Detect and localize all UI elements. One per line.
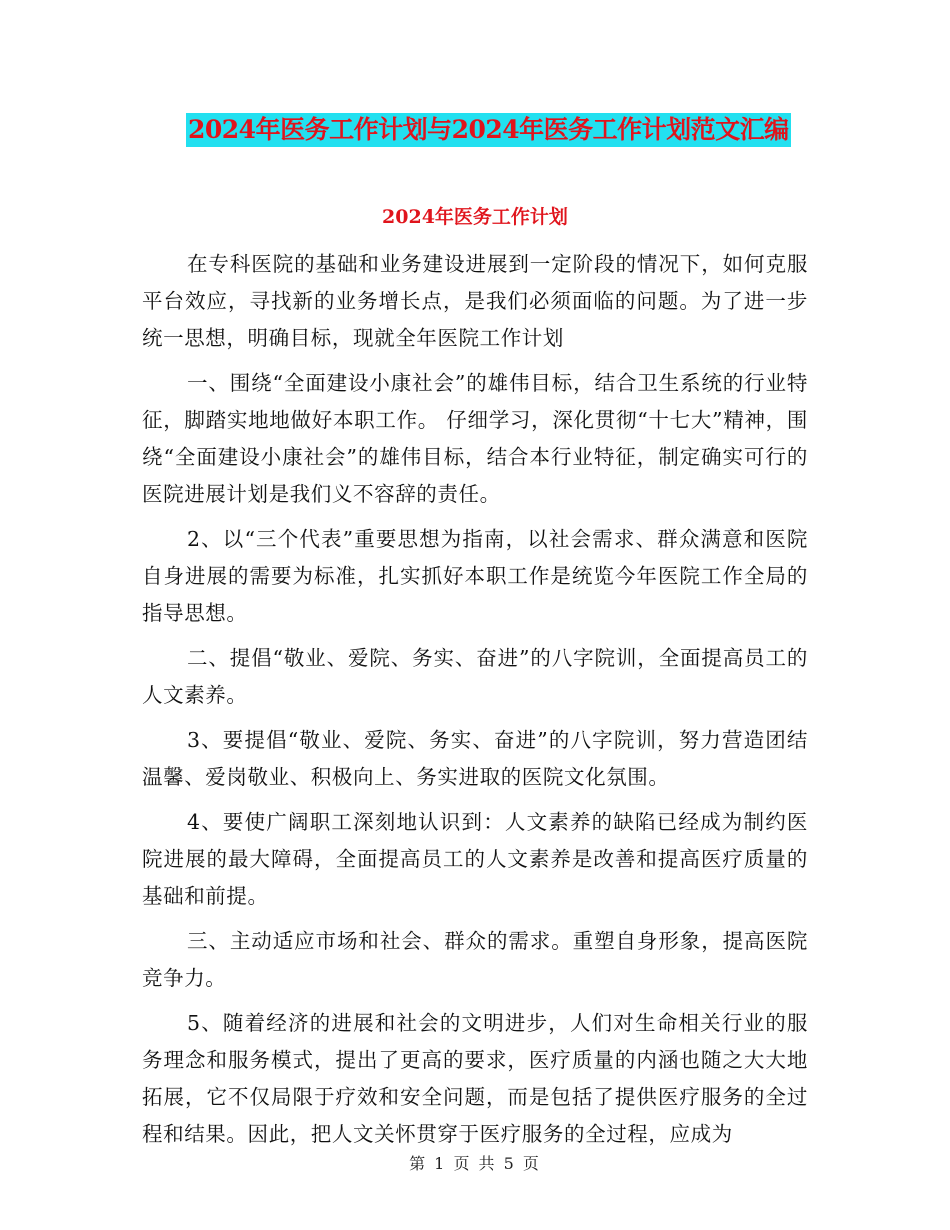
document-body	[142, 246, 808, 1161]
paragraph-5: 4、要使广阔职工深刻地认识到：人文素养的缺陷已经成为制约医院进展的最大障碍，全面提高员工的人文素养是改善和提高医疗质量的基础和前提。	[142, 810, 808, 908]
page-footer: 第 1 页 共 5 页	[409, 1154, 541, 1173]
paragraph-7: 5、随着经济的进展和社会的文明进步，人们对生命相关行业的服务理念和服务模式，提出了更高的要求，医疗质量的内涵也随之大大地拓展，它不仅局限于疗效和安全问题，而是包括了提供医疗服务的全过程和结果。因此，把人文关怀贯穿于医疗服务的全过程，应成为	[142, 1011, 808, 1146]
document-title: 2024年医务工作计划与2024年医务工作计划范文汇编	[186, 113, 791, 147]
paragraph-4: 3、要提倡“敬业、爱院、务实、奋进”的八字院训，努力营造团结温馨、爱岗敬业、积极向上、务实进取的医院文化氛围。	[142, 728, 808, 789]
paragraph-1: 一、围绕“全面建设小康社会”的雄伟目标，结合卫生系统的行业特征，脚踏实地地做好本职工作。 仔细学习，深化贯彻“十七大”精神，围绕“全面建设小康社会”的雄伟目标，结合本行业特征，制定确实可行的医院进展计划是我们义不容辞的责任。	[142, 371, 808, 506]
section-title: 2024年医务工作计划	[382, 206, 568, 228]
paragraph-intro: 在专科医院的基础和业务建设进展到一定阶段的情况下，如何克服平台效应，寻找新的业务增长点，是我们必须面临的问题。为了进一步统一思想，明确目标，现就全年医院工作计划	[142, 252, 808, 350]
paragraph-3: 二、提倡“敬业、爱院、务实、奋进”的八字院训，全面提高员工的人文素养。	[142, 646, 808, 707]
paragraph-6: 三、主动适应市场和社会、群众的需求。重塑自身形象，提高医院竞争力。	[142, 929, 808, 990]
paragraph-2: 2、以“三个代表”重要思想为指南，以社会需求、群众满意和医院自身进展的需要为标准，扎实抓好本职工作是统览今年医院工作全局的指导思想。	[142, 527, 808, 625]
